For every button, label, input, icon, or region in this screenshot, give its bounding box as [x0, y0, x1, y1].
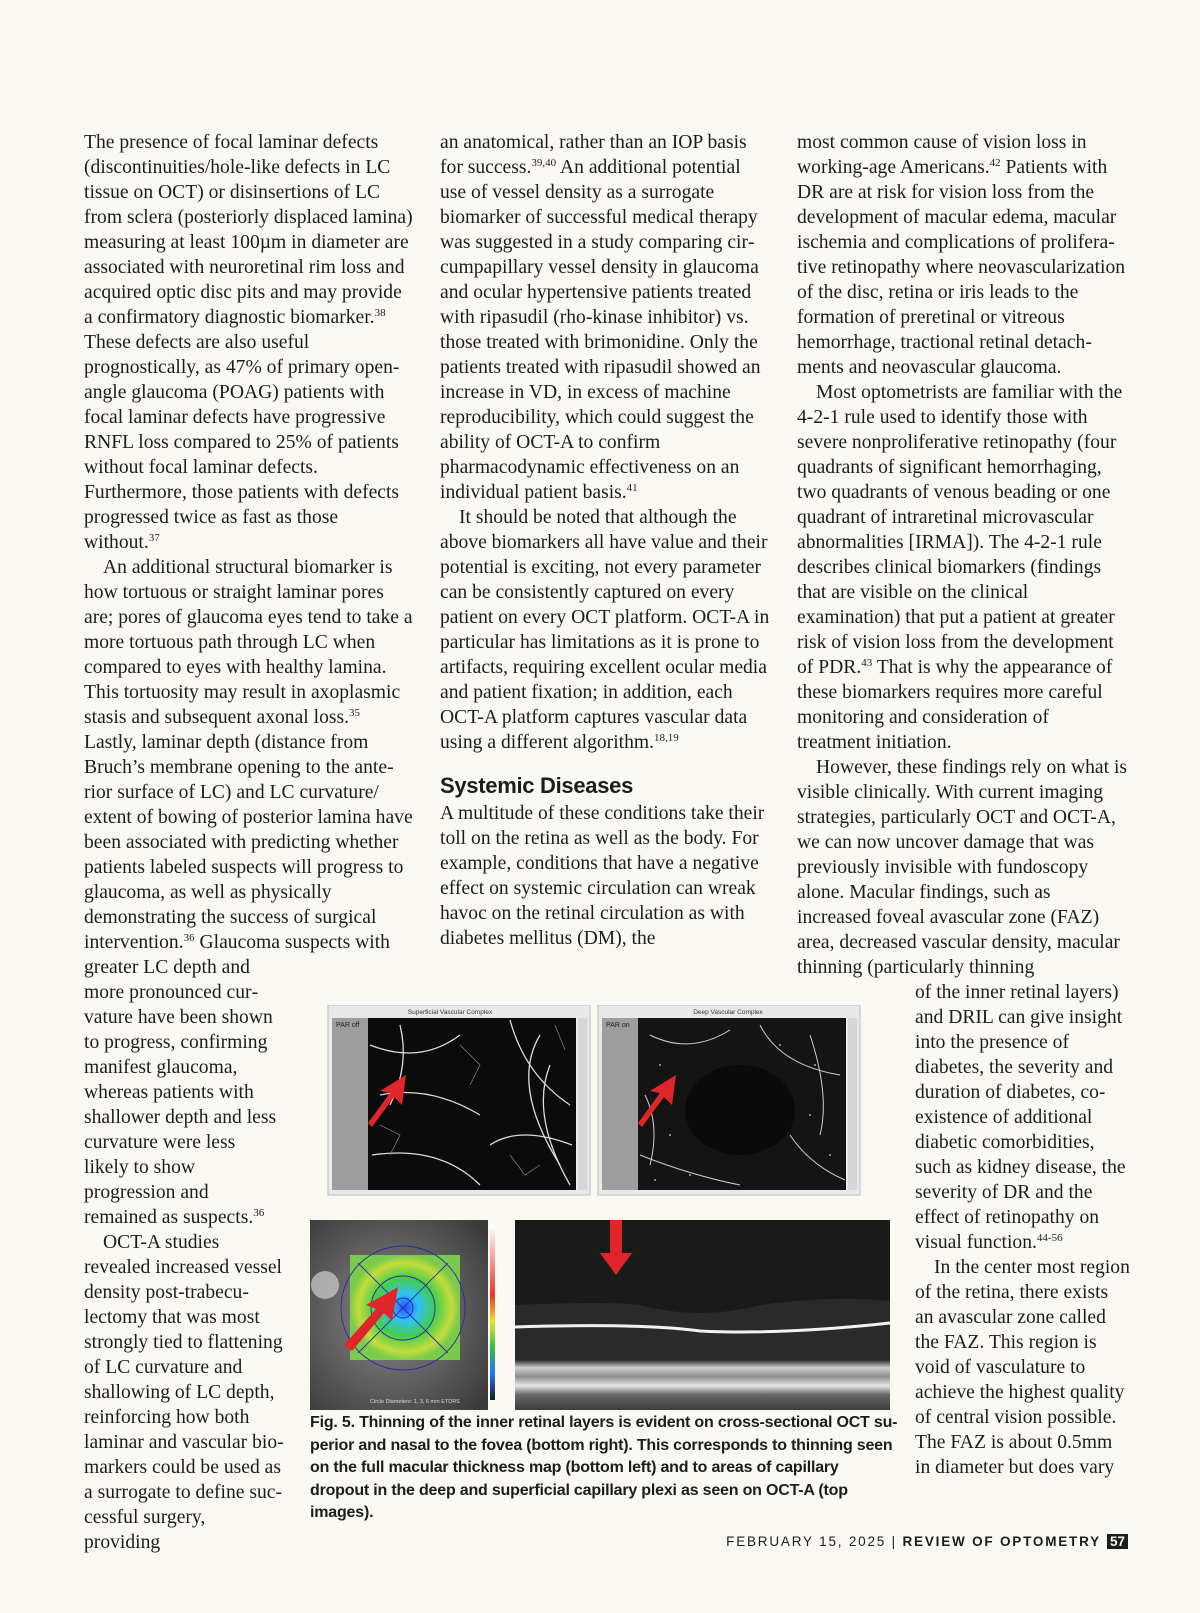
text: more pronounced curvature have been shown to progress, confirming manifest glaucoma, whereas patients with shallower depth and less curvature were less likely to show progression and remained as suspects. [84, 982, 277, 1228]
paragraph: In the center most region of the retina, there exists an avascular zone called the FAZ. This region is void of vasculature to achieve the highest quality of central vision possible. The FAZ is about 0.5mm in diameter but does vary [915, 1257, 1130, 1478]
paragraph [84, 555, 414, 980]
text: It should be noted that although the above biomarkers all have value and their potential is exciting, not every parameter can be consistently captured on every patient on every OCT platform. OCT-A in particular has limitations as it is prone to artifacts, requiring excellent ocular media and patient fixation; in addition, each OCT-A platform captures vascular data using a different algorithm. [440, 507, 770, 753]
oct-a-superficial-panel [328, 1005, 590, 1195]
reference: 36 [183, 932, 195, 944]
text: These defects are also useful prognostically, as 47% of primary open-angle glaucoma (POAG) patients with focal laminar defects have progressive RNFL loss compared to 25% of patients without focal laminar defects. Furthermore, those patients with defects progressed twice as fast as those without. [84, 332, 400, 553]
text: Glaucoma suspects with greater LC depth and [84, 932, 390, 978]
reference: 43 [861, 657, 873, 669]
reference: 41 [626, 482, 638, 494]
panel-title: Superficial Vascular Complex [407, 1009, 493, 1016]
figure-5 [310, 1005, 890, 1410]
reference: 37 [148, 532, 160, 544]
section-heading: Systemic Diseases [440, 773, 634, 798]
macular-thickness-map [310, 1220, 495, 1410]
text: Lastly, laminar depth (distance from Bruch’s membrane opening to the anterior surface of LC) and LC curvature/ extent of bowing of posterior lamina have been associated with predicting whether patients labeled suspects will progress to glaucoma, as well as physically demonstrating the success of surgical intervention. [84, 732, 413, 953]
text: of the inner retinal layers) and DRIL can give insight into the presence of diabetes, the severity and duration of diabetes, co-existence of additional diabetic comorbidities, such as kidney disease, the severity of DR and the effect of retinopathy on visual function. [915, 982, 1126, 1253]
reference: 42 [989, 157, 1001, 169]
paragraph [440, 505, 770, 755]
page-number: 57 [1107, 1534, 1128, 1549]
issue-date: FEBRUARY 15, 2025 | [726, 1534, 903, 1549]
text: Patients with DR are at risk for vision loss from the development of macular edema, macular ischemia and complications of proliferative retinopathy where neovascularization of the disc, retina or iris leads to the formation of preretinal or vitreous hemorrhage, tractional retinal detachments and neovascular glaucoma. [797, 157, 1126, 378]
text: most common cause of vision loss in working-age Americans. [797, 132, 1087, 178]
panel-tag: PAR on [606, 1022, 630, 1029]
paragraph [797, 380, 1127, 755]
reference: 18,19 [654, 732, 679, 744]
paragraph: OCT-A studies revealed increased vessel density post-trabeculectomy that was most strongly tied to flattening of LC curvature and shallowing of LC depth, reinforcing how both laminar and vascular biomarkers could be used as a surrogate to define successful surgery, providing [84, 1232, 284, 1553]
text: an anatomical, rather than an IOP basis for success. [440, 132, 747, 178]
column-3-narrow [915, 980, 1130, 1480]
page-footer [726, 1534, 1128, 1549]
paragraph [84, 130, 414, 555]
publication-name: REVIEW OF OPTOMETRY [902, 1534, 1101, 1549]
reference: 36 [253, 1207, 265, 1219]
scale-label: Circle Diameters: 1, 3, 6 mm ETDRS [370, 1399, 460, 1405]
paragraph: A multitude of these conditions take their toll on the retina as well as the body. For example, conditions that have a negative effect on systemic circulation can wreak havoc on the retinal circulation as with diabetes mellitus (DM), the [440, 803, 765, 949]
text: An additional potential use of vessel density as a surrogate biomarker of successful medical therapy was suggested in a study comparing circumpapillary vessel density in glaucoma and ocular hypertensive patients treated with ripasudil (rho-kinase inhibitor) vs. those treated with brimonidine. Only the patients treated with ripasudil showed an increase in VD, in excess of machine reproducibility, which could suggest the ability of OCT-A to confirm pharmacodynamic effectiveness on an individual patient basis. [440, 157, 761, 503]
cross-sectional-oct [515, 1220, 890, 1410]
reference: 39,40 [531, 157, 557, 169]
paragraph [797, 130, 1127, 380]
text: The presence of focal laminar defects (discontinuities/hole-like defects in LC tissue on OCT) or disinsertions of LC from sclera (posteriorly displaced lamina) measuring at least 100µm in diameter are associated with neuroretinal rim loss and acquired optic disc pits and may provide a confirmatory diagnostic biomarker. [84, 132, 413, 328]
narrow-text [84, 980, 284, 1555]
text: Most optometrists are familiar with the 4-2-1 rule used to identify those with severe nonproliferative retinopathy (four quadrants of significant hemorrhaging, two quadrants of venous beading or one quadrant of intraretinal microvascular abnormalities [IRMA]). The 4-2-1 rule describes clinical biomarkers (findings that are visible on the clinical examination) that put a patient at greater risk of vision loss from the development of PDR. [797, 382, 1123, 678]
reference: 44-56 [1036, 1232, 1063, 1244]
paragraph: However, these findings rely on what is visible clinically. With current imaging strategies, particularly OCT and OCT-A, we can now uncover damage that was previously invisible with fundoscopy alone. Macular findings, such as increased foveal avascular zone (FAZ) area, decreased vascular density, macular thinning (particularly thinning [797, 757, 1128, 978]
paragraph [440, 130, 770, 505]
panel-title: Deep Vascular Complex [693, 1009, 763, 1016]
column-2 [440, 130, 770, 951]
figure-caption: Fig. 5. Thinning of the inner retinal layers is evident on cross-sectional OCT superior and nasal to the fovea (bottom right). This corresponds to thinning seen on the full macular thickness map (bottom left) and to areas of capillary dropout in the deep and superficial capillary plexi as seen on OCT-A (top images). [310, 1414, 898, 1521]
column-3 [797, 130, 1127, 980]
text: An additional structural biomarker is how tortuous or straight laminar pores are; pores of glaucoma eyes tend to take a more tortuous path through LC when compared to eyes with healthy lamina. This tortuosity may result in axoplasmic stasis and subsequent axonal loss. [84, 557, 413, 728]
text: That is why the appearance of these biomarkers requires more careful monitoring and consideration of treatment initiation. [797, 657, 1113, 753]
reference: 35 [349, 707, 361, 719]
panel-tag: PAR off [336, 1022, 360, 1029]
paragraph [84, 980, 284, 1230]
oct-a-deep-panel [598, 1005, 860, 1195]
reference: 38 [374, 307, 386, 319]
color-scale [490, 1225, 495, 1400]
paragraph [915, 980, 1130, 1255]
figure-image [310, 1005, 890, 1410]
